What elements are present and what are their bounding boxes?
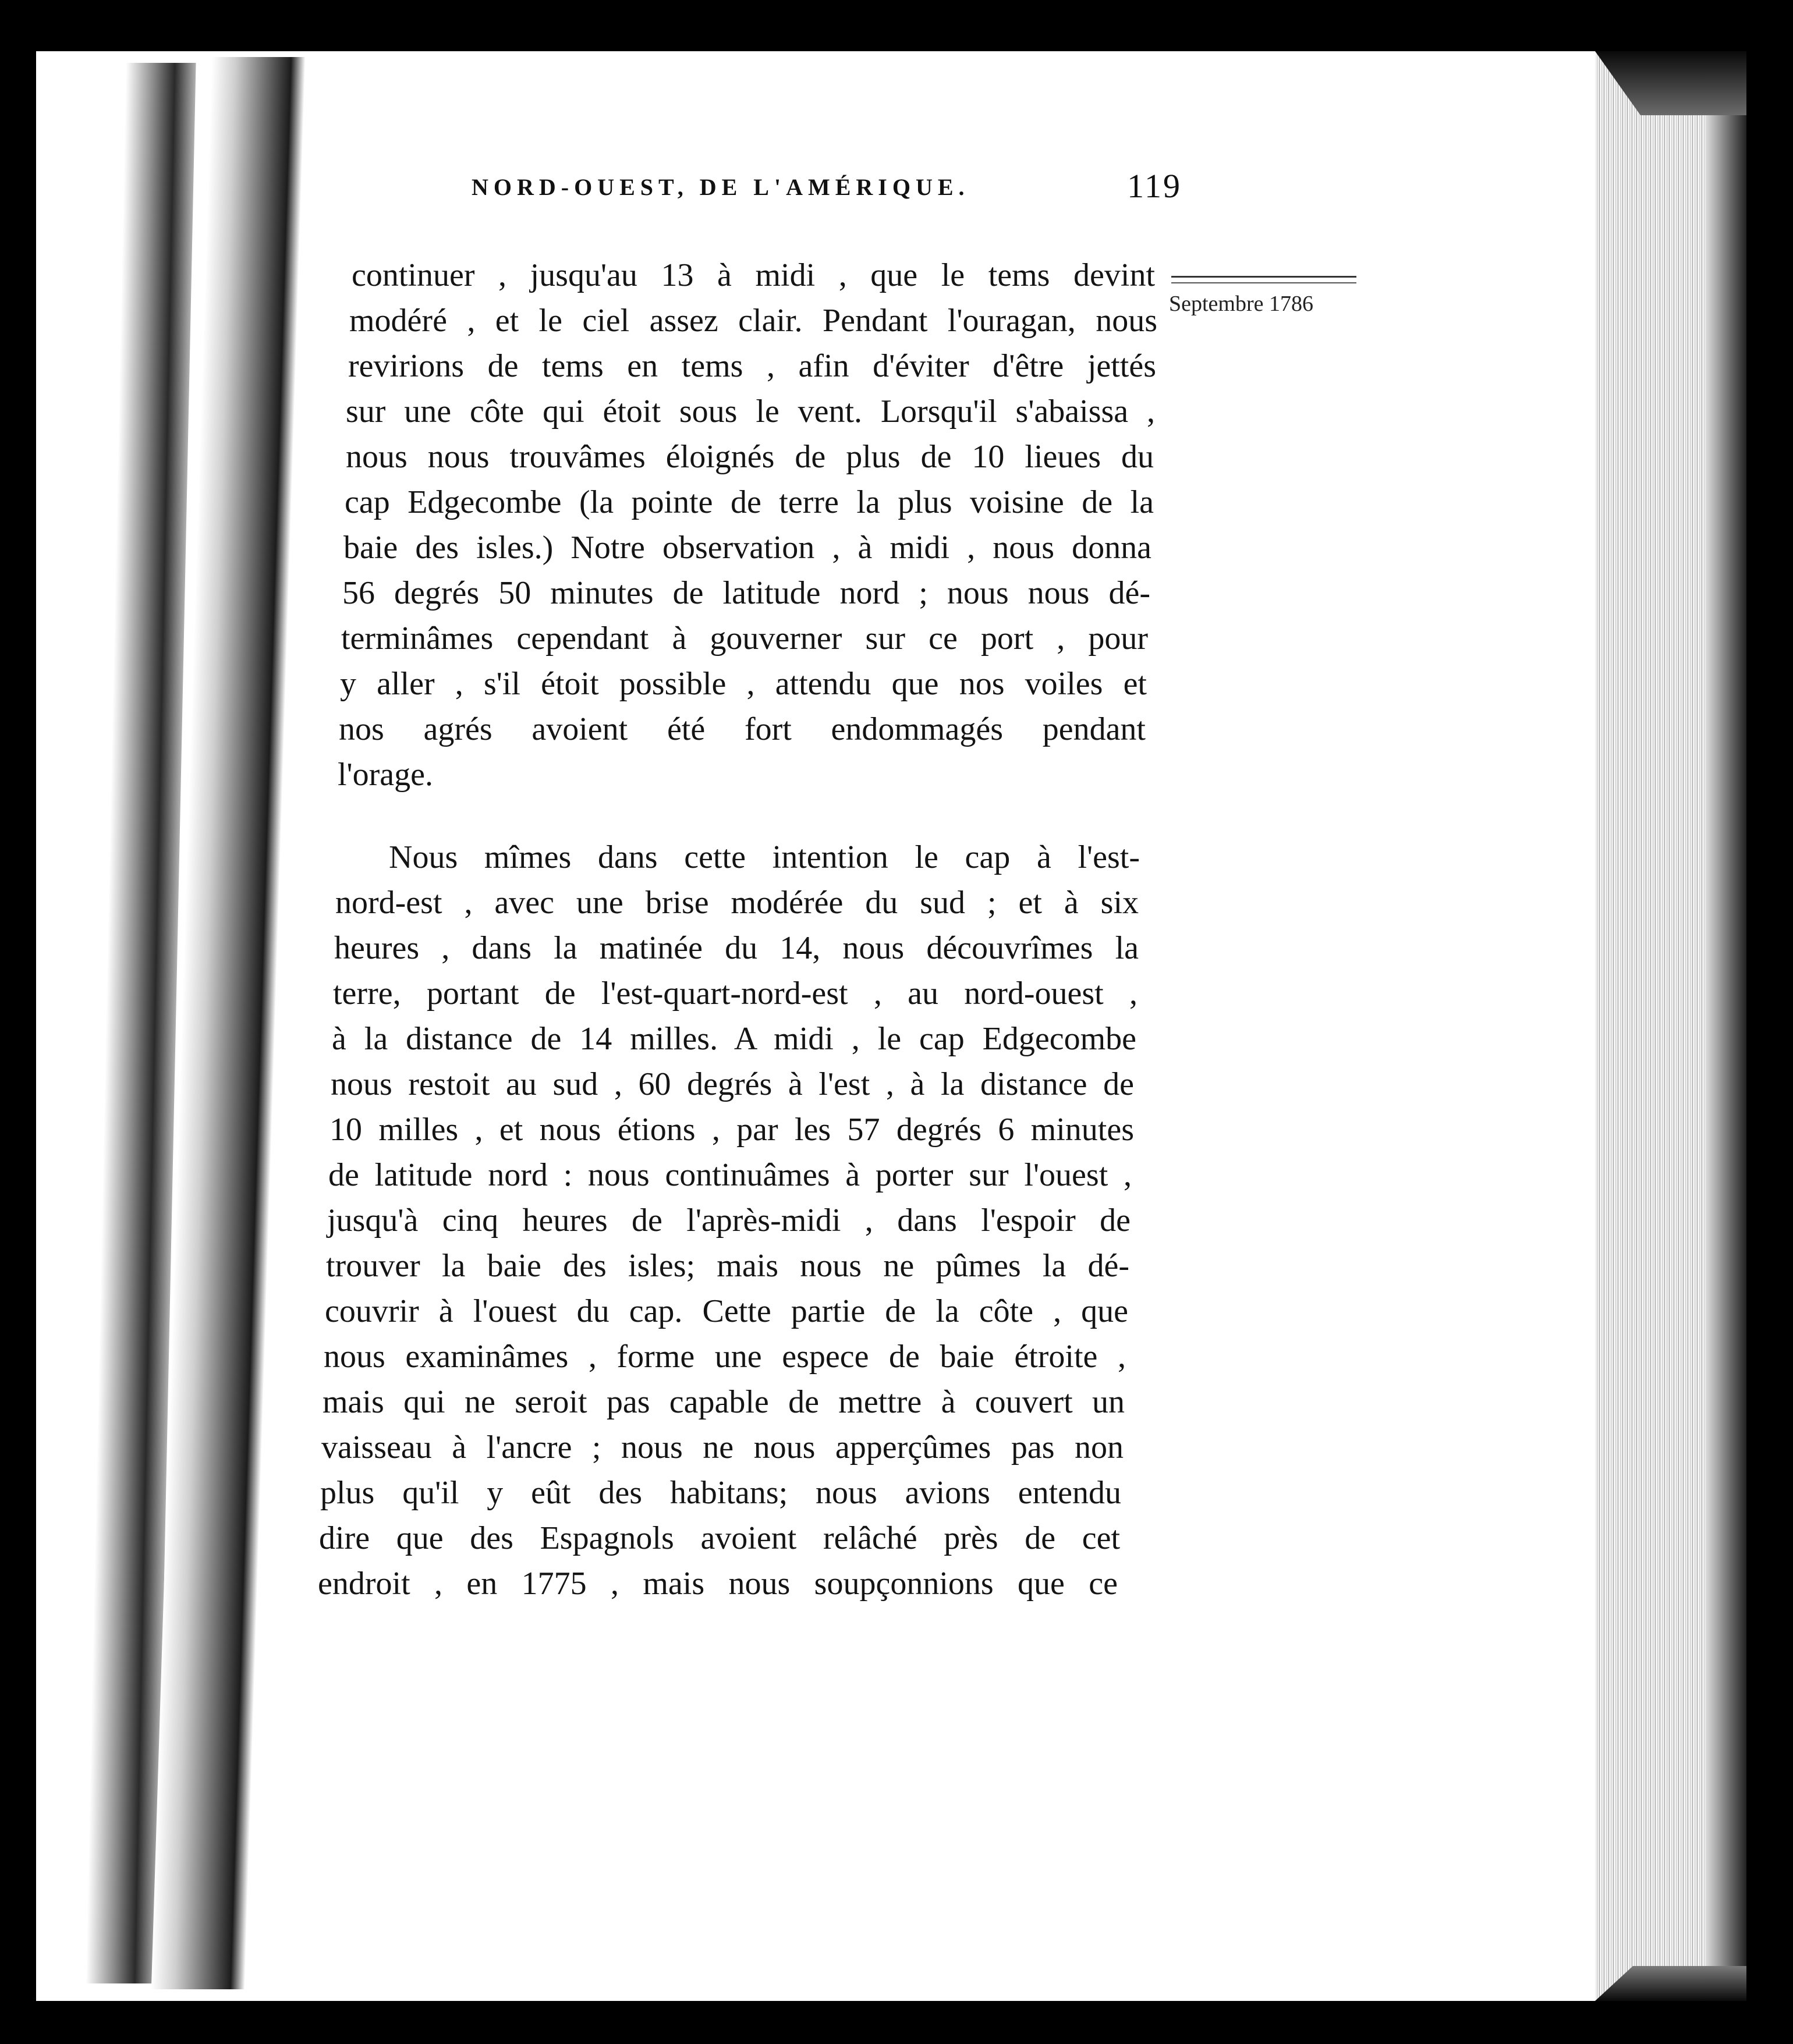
text-line: l'orage.: [338, 757, 434, 793]
text-line: 56 degrés 50 minutes de latitude nord ; nous nous dé-: [342, 575, 1150, 611]
text-line: continuer , jusqu'au 13 à midi , que le tems devint: [352, 257, 1155, 293]
page-edge-shadow: [1706, 51, 1746, 2001]
text-line: plus qu'il y eût des habitans; nous avions entendu: [320, 1475, 1121, 1511]
page-number: 119: [1127, 167, 1182, 205]
text-line: terminâmes cependant à gouverner sur ce port , pour: [341, 620, 1148, 657]
text-line: revirions de tems en tems , afin d'éviter d'être jettés: [348, 348, 1156, 384]
text-line: nous examinâmes , forme une espece de baie étroite ,: [324, 1339, 1126, 1375]
text-line: dire que des Espagnols avoient relâché près de cet: [319, 1520, 1120, 1556]
text-line: y aller , s'il étoit possible , attendu que nos voiles et: [340, 666, 1147, 702]
text-line: à la distance de 14 milles. A midi , le cap Edgecombe: [332, 1021, 1136, 1057]
text-line: heures , dans la matinée du 14, nous découvrîmes la: [334, 930, 1139, 966]
margin-rule: [1171, 276, 1356, 283]
text-line: nous restoit au sud , 60 degrés à l'est , à la distance de: [331, 1066, 1134, 1102]
running-head-title: NORD-OUEST, DE L'AMÉRIQUE.: [472, 174, 970, 200]
text-line: nord-est , avec une brise modérée du sud ; et à six: [335, 885, 1139, 921]
text-line: Nous mîmes dans cette intention le cap à l'est-: [389, 839, 1140, 875]
text-line: modéré , et le ciel assez clair. Pendant l'ouragan, nous: [349, 303, 1157, 339]
margin-note-date: Septembre 1786: [1169, 292, 1314, 316]
text-line: mais qui ne seroit pas capable de mettre à couvert un: [323, 1384, 1125, 1420]
text-line: cap Edgecombe (la pointe de terre la plus voisine de la: [345, 484, 1154, 520]
text-line: de latitude nord : nous continuâmes à porter sur l'ouest ,: [328, 1157, 1132, 1193]
text-line: endroit , en 1775 , mais nous soupçonnions que ce: [318, 1566, 1118, 1602]
text-line: nos agrés avoient été fort endommagés pendant: [339, 711, 1146, 747]
running-head: [297, 169, 1182, 215]
text-line: 10 milles , et nous étions , par les 57 degrés 6 minutes: [329, 1112, 1134, 1148]
text-line: terre, portant de l'est-quart-nord-est , au nord-ouest ,: [333, 975, 1138, 1012]
text-line: trouver la baie des isles; mais nous ne pûmes la dé-: [326, 1248, 1129, 1284]
text-line: jusqu'à cinq heures de l'après-midi , dans l'espoir de: [327, 1202, 1131, 1239]
text-line: couvrir à l'ouest du cap. Cette partie de la côte , que: [325, 1293, 1128, 1329]
text-line: baie des isles.) Notre observation , à midi , nous donna: [343, 530, 1151, 566]
text-line: nous nous trouvâmes éloignés de plus de 10 lieues du: [346, 439, 1154, 475]
text-line: vaisseau à l'ancre ; nous ne nous apperçûmes pas non: [321, 1429, 1124, 1465]
text-line: sur une côte qui étoit sous le vent. Lorsqu'il s'abaissa ,: [346, 393, 1155, 430]
